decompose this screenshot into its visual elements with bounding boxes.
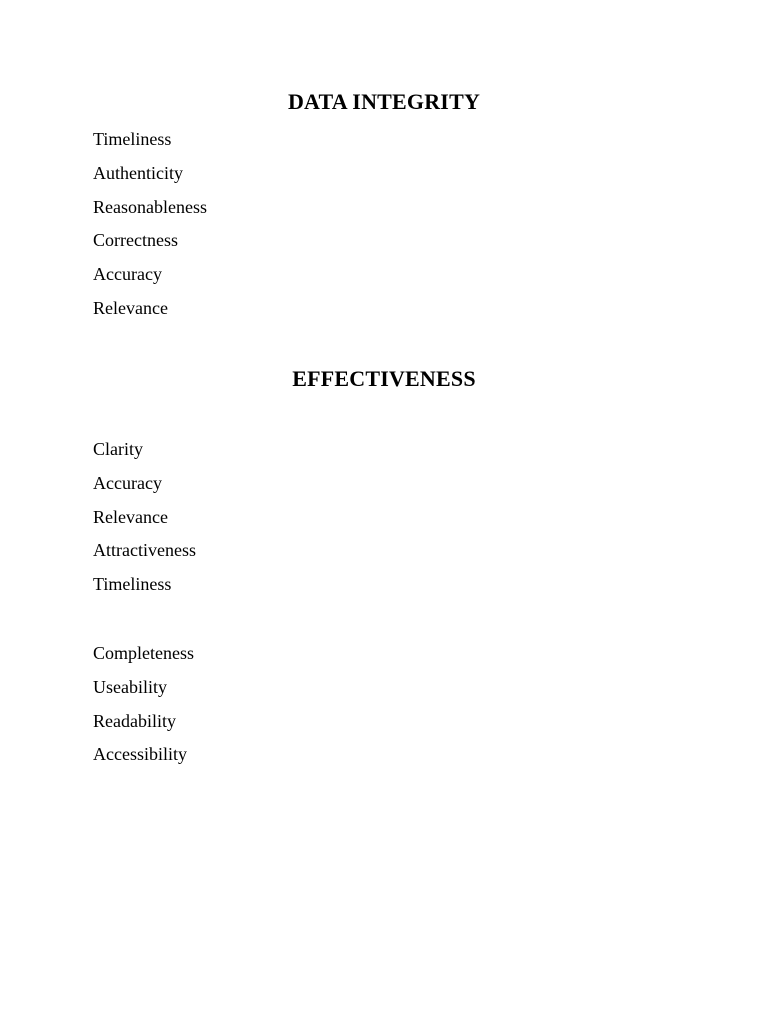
list-item: Timeliness [93, 129, 172, 149]
effectiveness-heading: EFFECTIVENESS [292, 366, 476, 391]
list-item: Correctness [93, 230, 178, 251]
list-item: Readability [93, 710, 176, 731]
list-item: Attractiveness [93, 540, 196, 561]
list-item: Timeliness [93, 574, 172, 595]
list-item: Clarity [93, 439, 143, 459]
data-integrity-heading: DATA INTEGRITY [287, 89, 481, 114]
effectiveness-list-continued [93, 643, 194, 778]
list-item: Accuracy [93, 472, 162, 493]
list-item: Relevance [93, 506, 168, 527]
effectiveness-list [93, 439, 196, 608]
list-item: Reasonableness [93, 196, 207, 217]
list-item: Accuracy [93, 264, 162, 285]
list-item: Completeness [93, 643, 194, 663]
data-integrity-list [93, 129, 207, 332]
list-item: Authenticity [93, 162, 183, 183]
list-item: Relevance [93, 297, 168, 318]
list-item: Accessibility [93, 744, 187, 765]
list-item: Useability [93, 676, 167, 697]
